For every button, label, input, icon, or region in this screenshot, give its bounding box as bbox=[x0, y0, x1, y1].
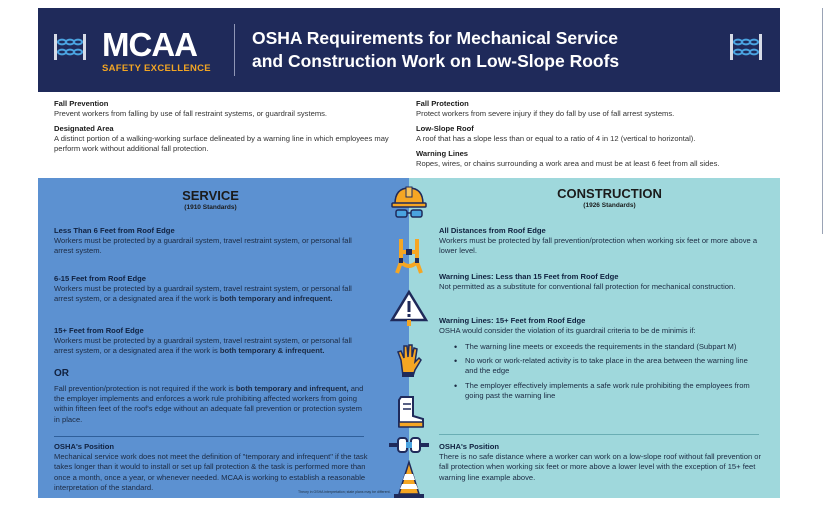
block-heading: All Distances from Roof Edge bbox=[439, 226, 546, 235]
list-item: • No work or work-related activity is to take place in the area between the warning line and the edge bbox=[451, 356, 751, 376]
title-line-2: and Construction Work on Low-Slope Roofs bbox=[252, 51, 620, 71]
service-block-6-15 bbox=[54, 274, 369, 305]
hard-hat-glasses-icon bbox=[389, 182, 429, 222]
definition-text: Protect workers from severe injury if they do fall by use of fall arrest systems. bbox=[416, 109, 675, 118]
block-text: Not permitted as a substitute for conventional fall protection for mechanical construction. bbox=[439, 282, 736, 292]
construction-standards: (1926 Standards) bbox=[583, 202, 636, 209]
definitions-section bbox=[38, 92, 780, 178]
warning-sign-icon bbox=[389, 288, 429, 328]
work-gloves-icon bbox=[389, 340, 429, 380]
construction-block-15plus bbox=[439, 316, 764, 336]
section-divider bbox=[54, 436, 364, 437]
block-heading: 6-15 Feet from Roof Edge bbox=[54, 274, 146, 283]
block-heading: Less Than 6 Feet from Roof Edge bbox=[54, 226, 175, 235]
definitions-right bbox=[416, 96, 766, 169]
block-text: Workers must be protected by a guardrail system, travel restraint system, or personal fall arrest system. bbox=[54, 236, 352, 256]
safety-icon-column bbox=[381, 180, 437, 498]
header-divider bbox=[234, 24, 235, 76]
work-boot-icon bbox=[389, 392, 429, 432]
service-block-15plus bbox=[54, 326, 369, 357]
definition-term: Fall Prevention bbox=[54, 99, 109, 108]
definition-term: Warning Lines bbox=[416, 149, 469, 158]
definition-term: Low-Slope Roof bbox=[416, 124, 474, 133]
block-text: Mechanical service work does not meet the definition of "temporary and infrequent" if the task takes longer than it would to install or set up fall protection & the task is performed more than once a month, once a year, or whenever needed. MCAA is working to establish a reasonable interpretation of the standard. bbox=[54, 452, 368, 492]
block-text: There is no safe distance where a worker can work on a low-slope roof without fall prevention or fall protection when working six feet or more above a lower level with the exception of 15+ feet warning line example above. bbox=[439, 452, 762, 482]
logo-wordmark: MCAA bbox=[102, 26, 197, 63]
service-standards: (1910 Standards) bbox=[184, 204, 237, 211]
construction-block-lt15 bbox=[439, 272, 764, 292]
header-banner bbox=[38, 8, 780, 92]
list-item: • The warning line meets or exceeds the requirements in the standard (Subpart M) bbox=[451, 342, 751, 352]
or-label: OR bbox=[54, 368, 69, 379]
block-text: Workers must be protected by a guardrail system, travel restraint system, or personal fall arrest system, or a designated area if the work is both temporary and infrequent. bbox=[54, 284, 352, 304]
definition-term: Designated Area bbox=[54, 124, 114, 133]
traffic-cone-icon bbox=[389, 460, 429, 498]
infographic-sheet bbox=[38, 8, 780, 498]
definition-text: Prevent workers from falling by use of fall restraint systems, or guardrail systems. bbox=[54, 109, 328, 118]
safety-harness-icon bbox=[389, 236, 429, 276]
block-heading: OSHA's Position bbox=[439, 442, 500, 451]
chain-barrier-icon bbox=[52, 34, 88, 60]
service-osha-position bbox=[54, 442, 369, 493]
block-heading: Warning Lines: Less than 15 Feet from Roof Edge bbox=[439, 272, 619, 281]
service-title: SERVICE bbox=[182, 188, 239, 203]
construction-panel bbox=[409, 178, 780, 498]
service-panel bbox=[38, 178, 409, 498]
lanyard-connector-icon bbox=[389, 432, 429, 458]
construction-osha-position bbox=[439, 442, 764, 483]
block-text: Workers must be protected by a guardrail system, travel restraint system, or personal fall arrest system, or a designated area if the work is both temporary & infrequent. bbox=[54, 336, 352, 356]
block-heading: Warning Lines: 15+ Feet from Roof Edge bbox=[439, 316, 586, 325]
construction-block-all bbox=[439, 226, 764, 257]
block-text: OSHA would consider the violation of its guardrail criteria to be de minimis if: bbox=[439, 326, 696, 336]
page-title bbox=[252, 27, 732, 73]
mcaa-logo bbox=[102, 28, 220, 74]
logo-tagline: SAFETY EXCELLENCE bbox=[102, 63, 211, 74]
definition-text: A distinct portion of a walking-working surface delineated by a warning line in which employees may perform work without additional fall protection. bbox=[54, 134, 389, 153]
service-block-exception: Fall prevention/protection is not required if the work is both temporary and infrequent, and the employer implements and enforces a work rule prohibiting affected workers from going within fifteen feet of the roof's edge without an adequate fall prevention or protection system in place. bbox=[54, 384, 364, 424]
block-heading: 15+ Feet from Roof Edge bbox=[54, 326, 144, 335]
page-edge-line bbox=[822, 8, 823, 234]
chain-barrier-icon bbox=[728, 34, 764, 60]
footnote: Theory in OSHA interpretation; state plans may be different. bbox=[298, 490, 391, 494]
title-line-1: OSHA Requirements for Mechanical Service bbox=[252, 28, 619, 48]
definition-term: Fall Protection bbox=[416, 99, 469, 108]
construction-title: CONSTRUCTION bbox=[557, 186, 662, 201]
list-item: • The employer effectively implements a safe work rule prohibiting the employees from going past the warning line bbox=[451, 381, 751, 401]
deminimis-bullet-list bbox=[451, 342, 751, 405]
definition-text: Ropes, wires, or chains surrounding a work area and must be at least 6 feet from all sides. bbox=[416, 159, 720, 168]
service-block-lt6 bbox=[54, 226, 359, 257]
section-divider bbox=[439, 434, 759, 435]
block-text: Workers must be protected by fall prevention/protection when working six feet or more above a lower level. bbox=[439, 236, 758, 256]
definition-text: A roof that has a slope less than or equal to a ratio of 4 in 12 (vertical to horizontal). bbox=[416, 134, 696, 143]
definitions-left bbox=[54, 96, 404, 154]
block-heading: OSHA's Position bbox=[54, 442, 115, 451]
